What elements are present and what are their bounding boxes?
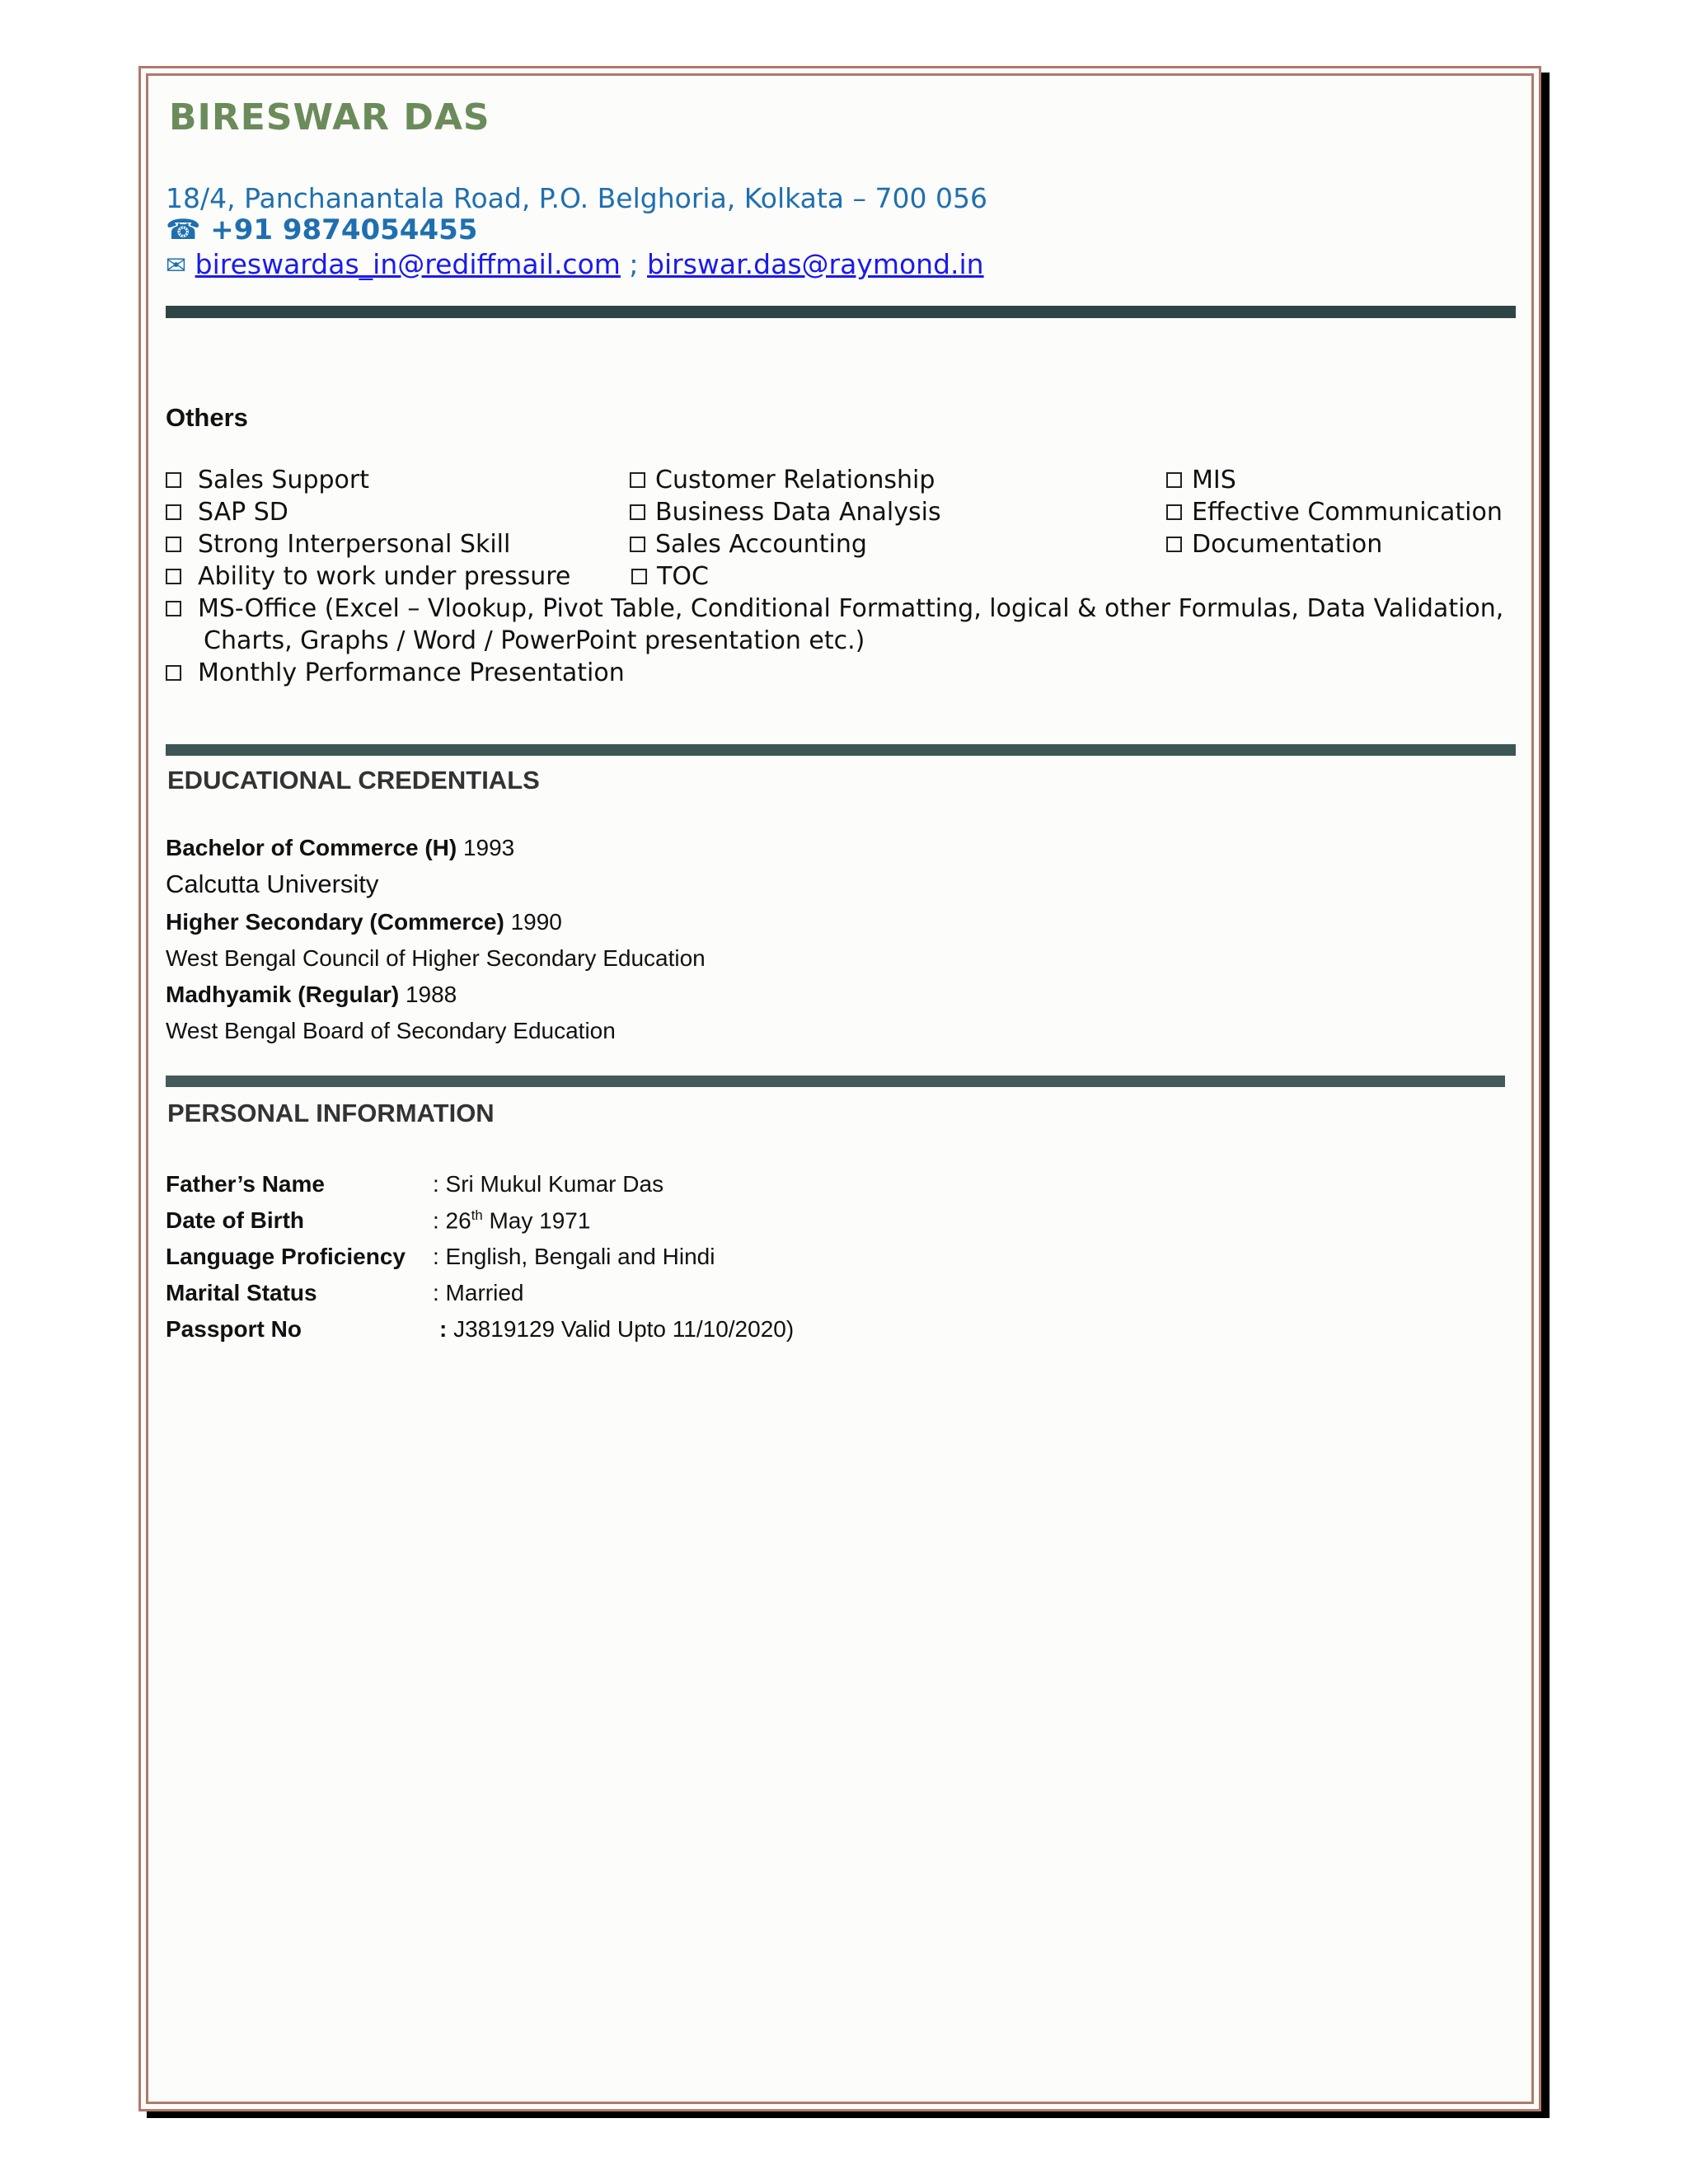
education-degree: Madhyamik (Regular) 1988	[166, 982, 457, 1007]
marital-status-label: Marital Status	[166, 1280, 317, 1305]
skill-item: Sales Support	[166, 466, 369, 494]
language-label: Language Proficiency	[166, 1244, 406, 1269]
skill-item: Strong Interpersonal Skill	[166, 530, 510, 559]
checkbox-icon	[1166, 472, 1182, 488]
fathers-name-value: : Sri Mukul Kumar Das	[433, 1171, 664, 1197]
section-divider	[166, 1076, 1505, 1087]
skill-item: Sales Accounting	[630, 530, 867, 559]
skill-item: MIS	[1166, 466, 1236, 494]
checkbox-icon	[630, 504, 645, 520]
email-link-primary[interactable]: bireswardas_in@rediffmail.com	[195, 248, 621, 280]
passport-value: : J3819129 Valid Upto 11/10/2020)	[439, 1316, 795, 1342]
passport-label: Passport No	[166, 1316, 302, 1342]
education-degree: Higher Secondary (Commerce) 1990	[166, 909, 562, 935]
skill-item: Effective Communication	[1166, 498, 1503, 527]
dob-label: Date of Birth	[166, 1207, 304, 1233]
phone-row	[166, 213, 477, 246]
checkbox-icon	[166, 665, 181, 681]
skill-item: Documentation	[1166, 530, 1382, 559]
checkbox-icon	[630, 472, 645, 488]
checkbox-icon	[630, 537, 645, 552]
skill-item-ms-office: MS-Office (Excel – Vlookup, Pivot Table, Conditional Formatting, logical & other Formulas, Data Validation,	[166, 594, 1503, 623]
education-institution: Calcutta University	[166, 869, 379, 898]
envelope-icon: ✉	[166, 251, 187, 280]
skill-item: SAP SD	[166, 498, 288, 527]
dob-value: : 26th May 1971	[433, 1207, 591, 1234]
education-heading: EDUCATIONAL CREDENTIALS	[167, 766, 540, 794]
header-divider	[166, 306, 1516, 318]
education-institution: West Bengal Council of Higher Secondary Education	[166, 945, 706, 971]
fathers-name-label: Father’s Name	[166, 1171, 325, 1197]
checkbox-icon	[631, 569, 647, 584]
email-link-secondary[interactable]: birswar.das@raymond.in	[647, 248, 984, 280]
checkbox-icon	[166, 504, 181, 520]
phone-icon: ☎	[166, 213, 201, 246]
skill-item: Business Data Analysis	[630, 498, 941, 527]
personal-heading: PERSONAL INFORMATION	[167, 1099, 495, 1127]
skill-item: Ability to work under pressure	[166, 562, 570, 591]
checkbox-icon	[166, 537, 181, 552]
education-degree: Bachelor of Commerce (H) 1993	[166, 835, 515, 860]
education-institution: West Bengal Board of Secondary Education	[166, 1018, 616, 1043]
checkbox-icon	[166, 601, 181, 616]
email-row	[166, 248, 984, 280]
phone-number: +91 9874054455	[210, 213, 478, 246]
skill-item: TOC	[631, 562, 709, 591]
skill-item: Customer Relationship	[630, 466, 935, 494]
marital-status-value: : Married	[433, 1280, 524, 1305]
checkbox-icon	[166, 472, 181, 488]
resume-page	[138, 66, 1541, 2111]
skill-item: Monthly Performance Presentation	[166, 658, 625, 687]
address: 18/4, Panchanantala Road, P.O. Belghoria, Kolkata – 700 056	[166, 182, 987, 214]
others-heading: Others	[166, 403, 248, 432]
skill-item-ms-office-cont: Charts, Graphs / Word / PowerPoint presentation etc.)	[204, 626, 865, 655]
candidate-name: BIRESWAR DAS	[169, 96, 490, 138]
checkbox-icon	[1166, 504, 1182, 520]
email-separator: ;	[620, 248, 648, 280]
checkbox-icon	[1166, 537, 1182, 552]
section-divider	[166, 744, 1516, 756]
language-value: : English, Bengali and Hindi	[433, 1244, 715, 1269]
checkbox-icon	[166, 569, 181, 584]
